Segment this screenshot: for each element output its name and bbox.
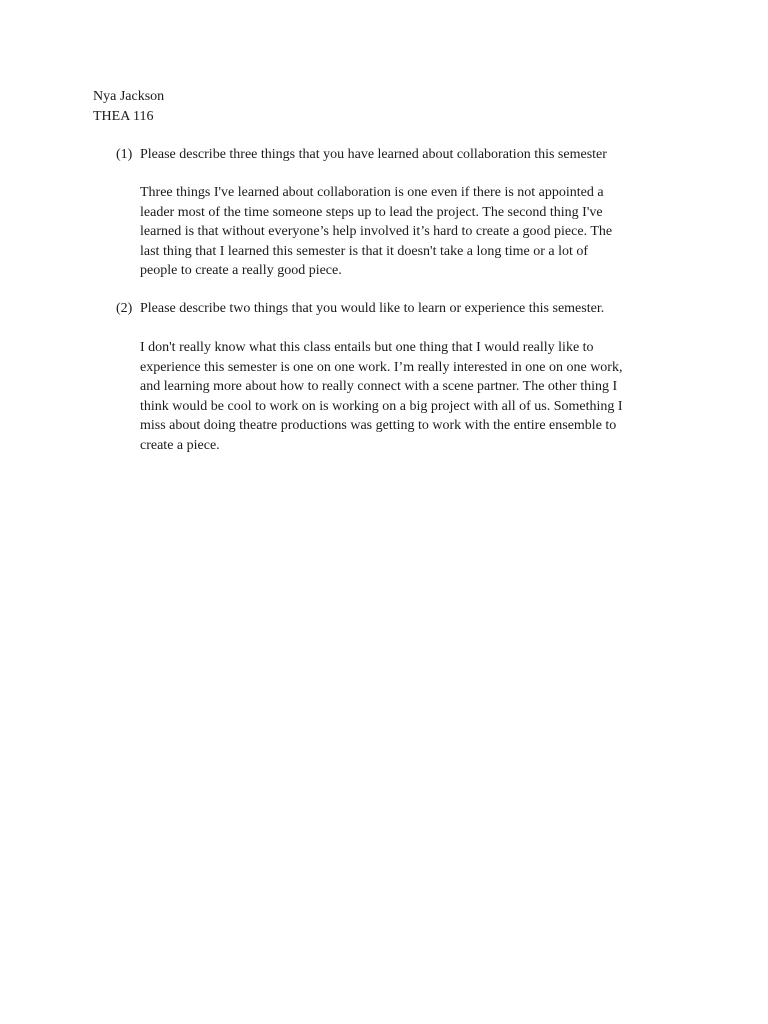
answer-1-line: last thing that I learned this semester is that it doesn't take a long time or a lot of [140,243,589,259]
answer-1-line: people to create a really good piece. [140,263,342,278]
question-2-prompt: Please describe two things that you would like to learn or experience this semester. [140,301,605,316]
answer-2 [140,338,670,455]
answer-2-line: think would be cool to work on is working on a big project with all of us. Something I [140,398,623,414]
question-2 [116,299,676,319]
student-name: Nya Jackson [93,89,165,104]
question-2-number: (2) [116,301,133,316]
answer-1-line: learned is that without everyone’s help involved it’s hard to create a good piece. The [140,224,613,239]
document-header [93,87,164,126]
course-code: THEA 116 [93,108,154,124]
answer-2-line: and learning more about how to really connect with a scene partner. The other thing I [140,379,618,394]
answer-1-line: Three things I've learned about collaboration is one even if there is not appointed a [140,185,604,200]
answer-2-line: create a piece. [140,437,220,453]
answer-1 [140,183,670,281]
question-1 [116,145,676,165]
question-1-number: (1) [116,147,133,162]
answer-1-line: leader most of the time someone steps up to lead the project. The second thing I've [140,204,603,220]
answer-2-line: experience this semester is one on one work. I’m really interested in one on one work, [140,359,623,375]
answer-2-line: miss about doing theatre productions was getting to work with the entire ensemble to [140,418,617,433]
answer-2-line: I don't really know what this class entails but one thing that I would really like to [140,340,594,355]
question-1-prompt: Please describe three things that you have learned about collaboration this semester [140,147,607,162]
